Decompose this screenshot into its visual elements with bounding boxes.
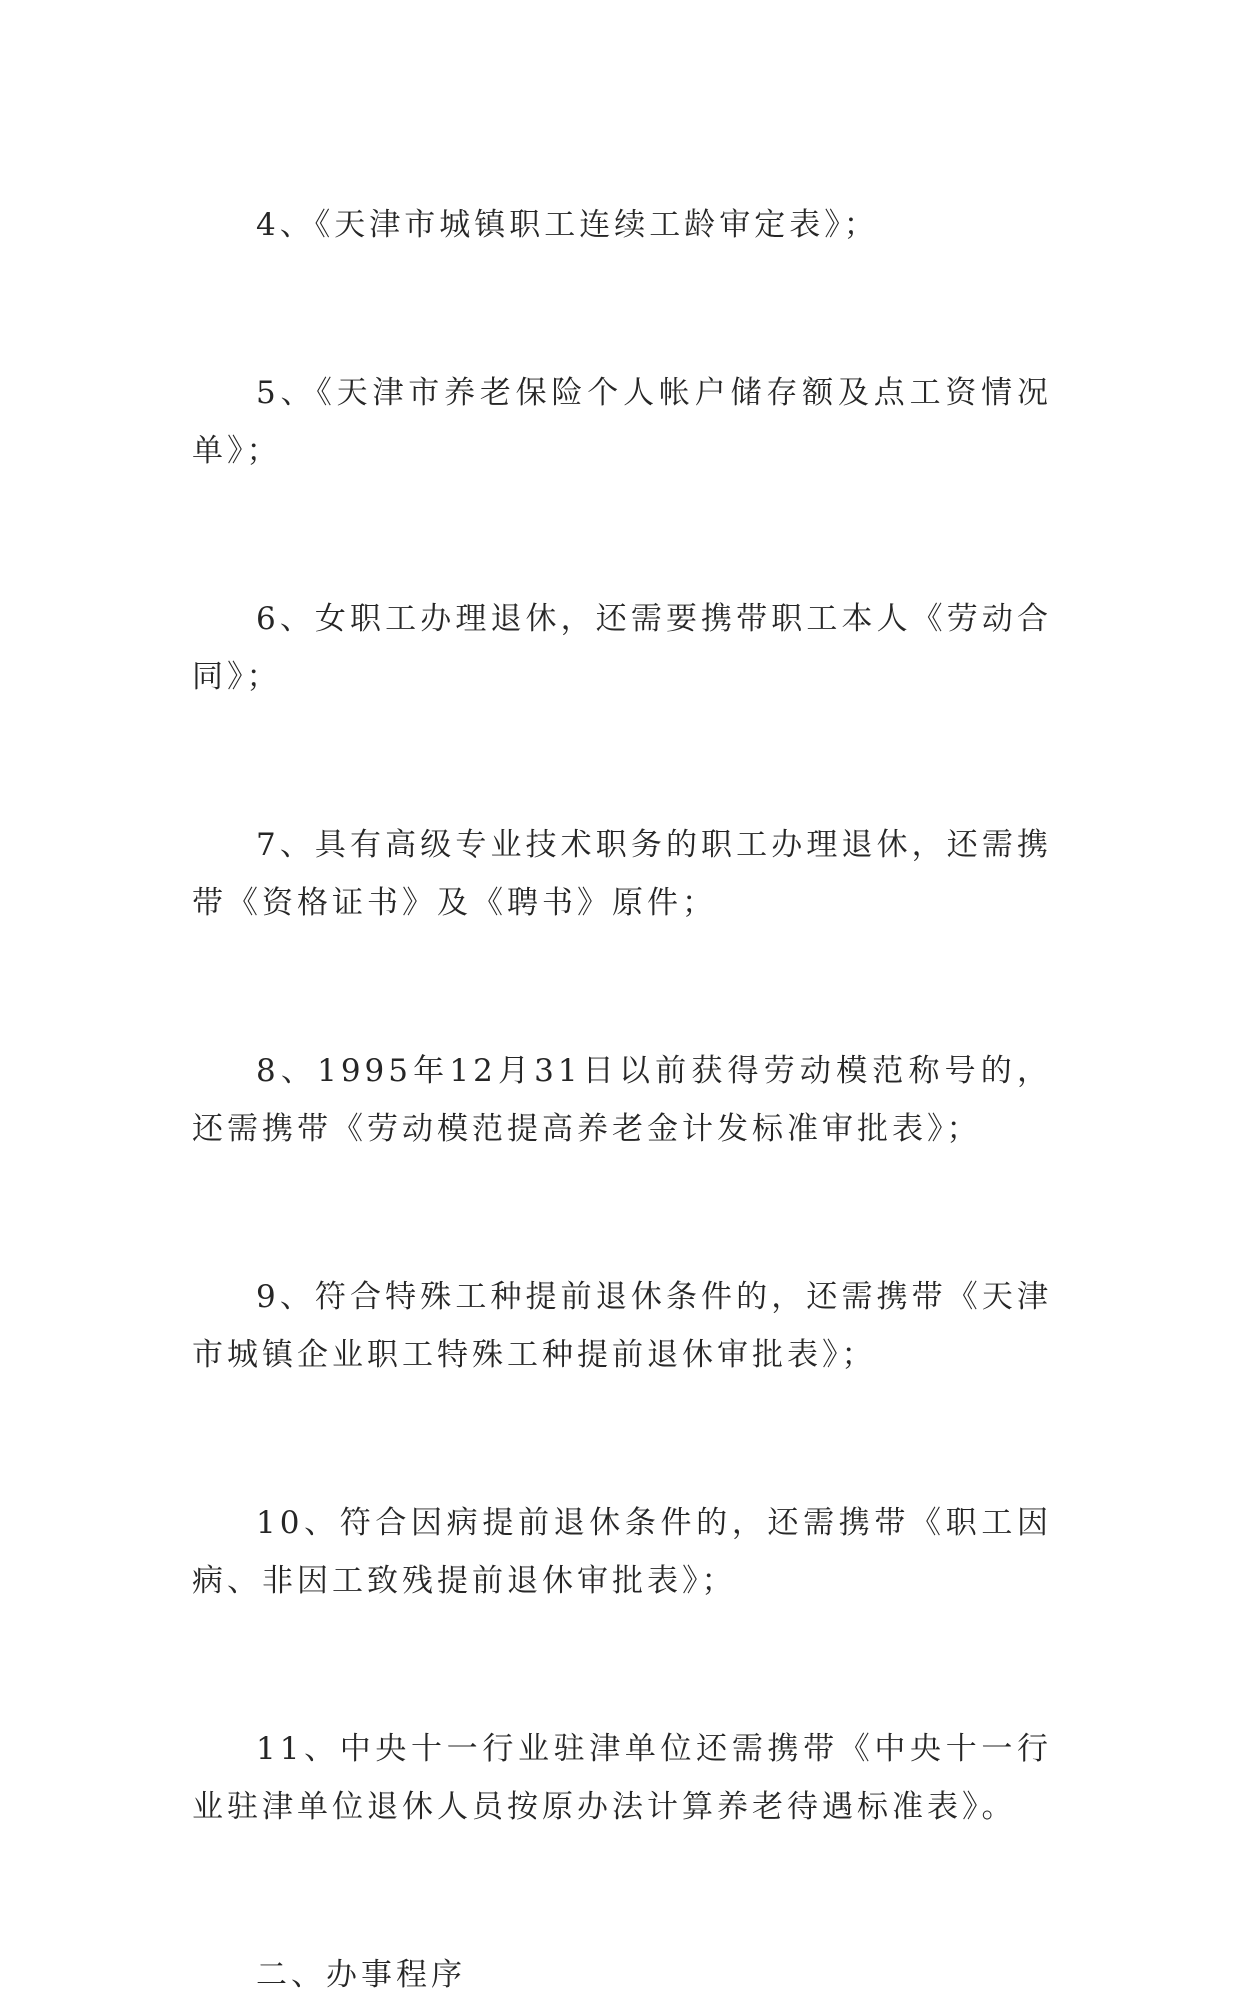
list-item: 10、符合因病提前退休条件的，还需携带《职工因病、非因工致残提前退休审批表》； [192,1505,1052,1599]
document-body [192,196,1052,2004]
list-item: 8、1995年12月31日以前获得劳动模范称号的，还需携带《劳动模范提高养老金计发标准审批表》； [192,1053,1052,1147]
list-item: 5、《天津市养老保险个人帐户储存额及点工资情况单》； [192,375,1052,469]
list-item: 11、中央十一行业驻津单位还需携带《中央十一行业驻津单位退休人员按原办法计算养老待遇标准表》。 [192,1731,1052,1825]
list-item: 4、《天津市城镇职工连续工龄审定表》； [256,207,879,243]
section-heading: 二、办事程序 [256,1957,466,1993]
list-item: 7、具有高级专业技术职务的职工办理退休，还需携带《资格证书》及《聘书》原件； [192,827,1052,921]
list-item: 9、符合特殊工种提前退休条件的，还需携带《天津市城镇企业职工特殊工种提前退休审批表》； [192,1279,1052,1373]
list-item: 6、女职工办理退休，还需要携带职工本人《劳动合同》； [192,601,1052,695]
